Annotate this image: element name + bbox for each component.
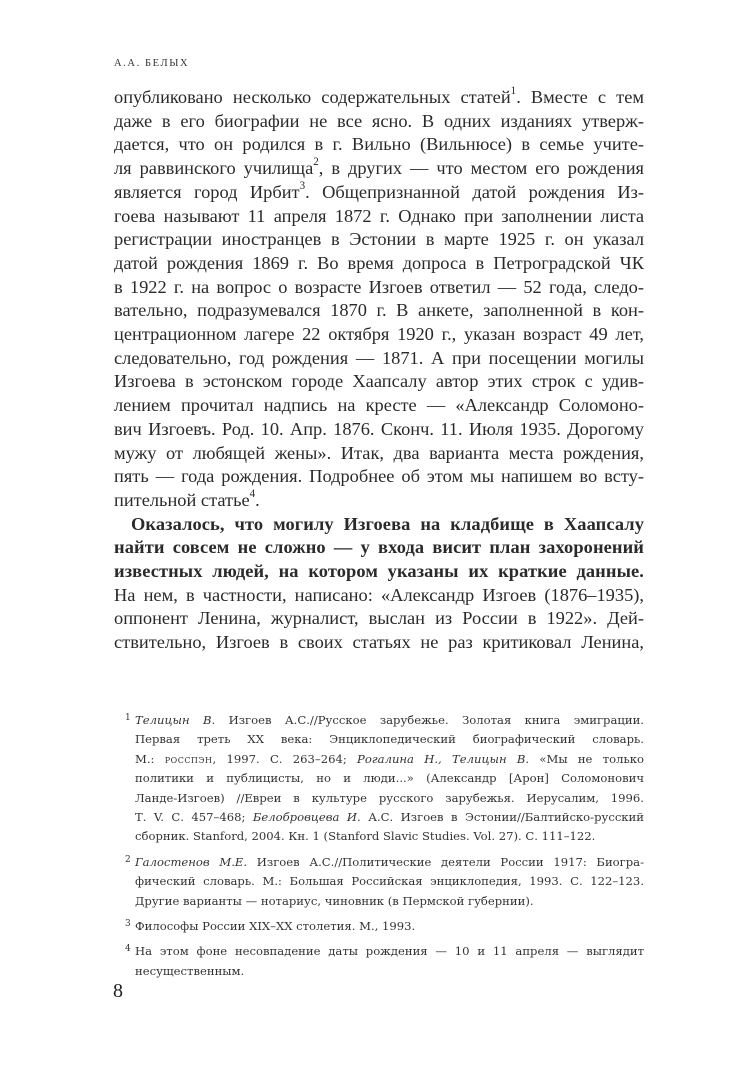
footnote-ref[interactable]: 1 (510, 85, 517, 98)
footnote-line: Философы России XIX–XX столетия. М., 1993. (135, 919, 416, 934)
footnote-1 (114, 711, 644, 847)
text-line: в 1922 г. на вопрос о возрасте Изгоев ответил — 52 года, следо- (114, 276, 644, 297)
footnote-line: Первая треть XX века: Энциклопедический биографический словарь. (135, 732, 644, 747)
text-line: На нем, в частности, написано: «Александр Изгоев (1876–1935), (114, 584, 644, 605)
text-line: вич Изгоевъ. Род. 10. Апр. 1876. Сконч. 11. Июля 1935. Дорогому (114, 418, 644, 439)
running-head-author: А.А. БЕЛЫХ (114, 58, 190, 69)
text-line: пительной статье$^4$. (114, 488, 260, 510)
footnote-line: Галостенов М.Е. Изгоев А.С.//Политические деятели России 1917: Биогра- (135, 854, 644, 869)
text-line: регистрации иностранцев в Эстонии в марте 1925 г. он указал (114, 229, 644, 250)
text-line: дается, что он родился в г. Вильно (Вильнюсе) в семье учите- (114, 134, 644, 155)
text-line: оппонент Ленина, журналист, выслан из России в 1922». Дей- (114, 608, 644, 629)
text-line: является город Ирбит$^3$. Общепризнанной датой рождения Из- (114, 180, 644, 202)
footnote-line: На этом фоне несовпадение даты рождения — 10 и 11 апреля — выглядит (135, 944, 644, 959)
text-line-bold: Оказалось, что могилу Изгоева на кладбище в Хаапсалу (131, 513, 644, 534)
footnote-line: Ланде-Изгоев) //Евреи в культуре русского зарубежья. Иерусалим, 1996. (135, 790, 644, 805)
paragraph-1 (114, 86, 644, 513)
footnote-line: политики и публицисты, но и люди...» (Александр [Арон] Соломонович (135, 771, 644, 786)
text-line: даже в его биографии не все ясно. В одних изданиях утверж- (114, 110, 644, 131)
footnotes (114, 711, 644, 987)
text-line: ля раввинского училища$^2$, в других — что местом его рождения (114, 156, 645, 179)
paragraph-2 (114, 513, 644, 655)
body-text (114, 86, 644, 655)
footnote-ref[interactable]: 2 (313, 156, 319, 169)
footnote-line: М.: росспэн, 1997. С. 263–264; Рогалина Н., Телицын В. «Мы не только (135, 751, 644, 766)
text-line: Изгоева в эстонском городе Хаапсалу автор этих строк с удив- (114, 371, 644, 392)
footnote-ref[interactable]: 3 (299, 180, 306, 193)
text-line: датой рождения 1869 г. Во время допроса в Петроградской ЧК (114, 252, 644, 273)
footnote-4 (114, 942, 644, 981)
footnote-line: Т. V. С. 457–468; Белобровцева И. А.С. Изгоев в Эстонии//Балтийско-русский (135, 810, 645, 825)
footnote-number: 2 (125, 854, 131, 865)
text-line: мужу от любящей жены». Итак, два варианта места рождения, (114, 442, 644, 463)
footnote-number: 4 (125, 944, 131, 955)
text-line: пять — года рождения. Подробнее об этом мы напишем во всту- (114, 466, 644, 487)
footnote-number: 1 (125, 713, 131, 723)
footnote-ref[interactable]: 4 (249, 488, 256, 501)
text-line: лением прочитал надпись на кресте — «Александр Соломоно- (114, 395, 644, 416)
text-line: гоева называют 11 апреля 1872 г. Однако при заполнении листа (114, 205, 644, 226)
text-line-bold: найти совсем не сложно — у входа висит план захоронений (114, 537, 644, 558)
footnote-3 (114, 917, 644, 936)
footnote-line: Другие варианты — нотариус, чиновник (в Пермской губернии). (135, 893, 534, 908)
footnote-2 (114, 853, 644, 911)
text-line: ствительно, Изгоев в своих статьях не раз критиковал Ленина, (114, 632, 644, 653)
footnote-line: несущественным. (135, 963, 245, 978)
footnote-line: сборник. Stanford, 2004. Кн. 1 (Stanford Slavic Studies. Vol. 27). С. 111–122. (135, 829, 596, 844)
footnote-number: 3 (125, 919, 131, 930)
text-line-bold: известных людей, на котором указаны их краткие данные. (114, 561, 644, 582)
footnote-line: Телицын В. Изгоев А.С.//Русское зарубежье. Золотая книга эмиграции. (135, 713, 644, 727)
text-line: следовательно, год рождения — 1871. А при посещении могилы (114, 347, 644, 368)
page-number: 8 (113, 980, 123, 1002)
footnote-line: фический словарь. М.: Большая Российская энциклопедия, 1993. С. 122–123. (135, 874, 644, 889)
text-line: вательно, подразумевался 1870 г. В анкете, заполненной в кон- (114, 300, 644, 321)
text-line: опубликовано несколько содержательных статей$^1$. Вместе с тем (114, 85, 645, 107)
text-line: центрационном лагере 22 октября 1920 г., указан возраст 49 лет, (114, 324, 644, 345)
